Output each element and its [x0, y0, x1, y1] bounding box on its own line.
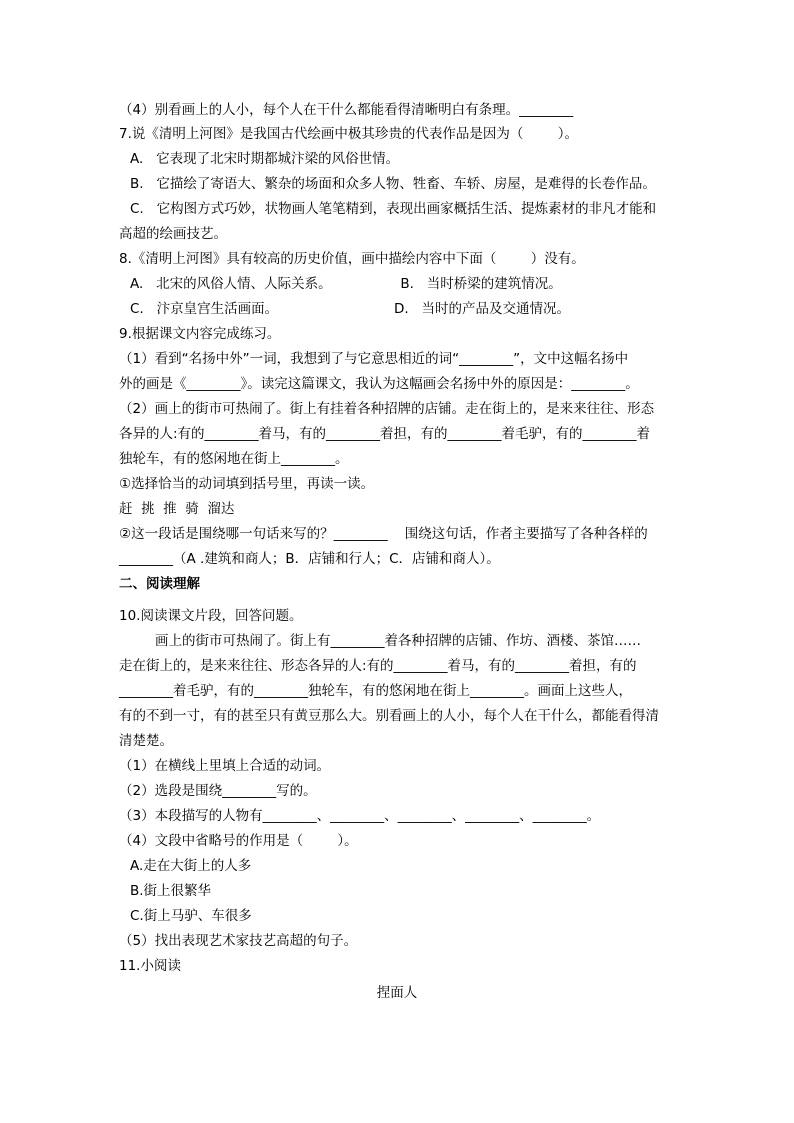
q8-options-cd: C. 汴京皇宫生活画面。 D. 当时的产品及交通情况。 — [130, 301, 571, 317]
q9-2-text-cont: 各异的人:有的________着马，有的________着担，有的________着毛驴，有的________着 — [119, 426, 651, 442]
q10-passage-line-5: 清楚楚。 — [119, 733, 173, 749]
q10-sub5: （5）找出表现艺术家技艺高超的句子。 — [119, 933, 358, 949]
q10-passage-line-1: 画上的街市可热闹了。街上有________着各种招牌的店铺、作坊、酒楼、茶馆…… — [155, 633, 641, 649]
q10-sub1: （1）在横线上里填上合适的动词。 — [119, 758, 331, 774]
q7-option-a: A. 它表现了北宋时期都城汴梁的风俗世情。 — [130, 151, 400, 167]
q10-passage-line-3: ________着毛驴，有的________独轮车，有的悠闲地在街上________。画面上这些人， — [119, 683, 632, 699]
section-heading-reading: 二、阅读理解 — [119, 576, 200, 592]
q6-4-text: （4）别看画上的人小，每个人在干什么都能看得清晰明白有条理。________ — [119, 102, 574, 118]
q10-sub4: （4）文段中省略号的作用是（ ）。 — [119, 833, 358, 849]
q10-passage-line-4: 有的不到一寸，有的甚至只有黄豆那么大。别看画上的人小，每个人在干什么，都能看得清 — [119, 708, 659, 724]
q9-sub2-cont: ________（A .建筑和商人；B．店铺和行人；C．店铺和商人）。 — [119, 551, 500, 567]
q11-stem: 11.小阅读 — [119, 958, 181, 974]
q10-stem: 10.阅读课文片段，回答问题。 — [119, 608, 303, 624]
q10-sub4-option-c: C.街上马驴、车很多 — [130, 908, 252, 924]
q10-sub4-option-a: A.走在大街上的人多 — [130, 858, 252, 874]
passage-title: 捏面人 — [376, 985, 418, 1001]
q10-sub3: （3）本段描写的人物有________、________、________、________、________。 — [119, 808, 601, 824]
q9-1-text-cont: 外的画是《________》。读完这篇课文，我认为这幅画会名扬中外的原因是：________。 — [119, 376, 639, 392]
q10-sub4-option-b: B.街上很繁华 — [130, 883, 212, 899]
q9-word-bank: 赶 挑 推 骑 溜达 — [119, 501, 235, 517]
q7-option-b: B. 它描绘了寄语大、繁杂的场面和众多人物、牲畜、车轿、房屋，是难得的长卷作品。 — [130, 176, 656, 192]
q7-option-c-cont: 高超的绘画技艺。 — [119, 226, 227, 242]
q9-2-text: （2）画上的街市可热闹了。街上有挂着各种招牌的店铺。走在街上的，是来来往往、形态 — [119, 401, 655, 417]
q7-stem: 7.说《清明上河图》是我国古代绘画中极其珍贵的代表作品是因为（ ）。 — [119, 126, 578, 142]
q9-sub1: ①选择恰当的动词填到括号里，再读一读。 — [119, 476, 375, 492]
q9-sub2: ②这一段话是围绕哪一句话来写的？________ 围绕这句话，作者主要描写了各种各样的 — [119, 526, 648, 542]
q8-stem: 8.《清明上河图》具有较高的历史价值，画中描绘内容中下面（ ）没有。 — [119, 251, 585, 267]
q9-2-text-cont2: 独轮车，有的悠闲地在街上________。 — [119, 451, 349, 467]
q9-stem: 9.根据课文内容完成练习。 — [119, 326, 281, 342]
q7-option-c: C. 它构图方式巧妙，状物画人笔笔精到，表现出画家概括生活、提炼素材的非凡才能和 — [130, 201, 657, 217]
q10-sub2: （2）选段是围绕________写的。 — [119, 783, 317, 799]
q8-options-ab: A. 北宋的风俗人情、人际关系。 B. 当时桥梁的建筑情况。 — [130, 276, 562, 292]
q9-1-text: （1）看到“名扬中外”一词，我想到了与它意思相近的词“________”，文中这幅名扬中 — [119, 351, 629, 367]
q10-passage-line-2: 走在街上的，是来来往往、形态各异的人:有的________着马，有的________着担，有的 — [119, 658, 637, 674]
